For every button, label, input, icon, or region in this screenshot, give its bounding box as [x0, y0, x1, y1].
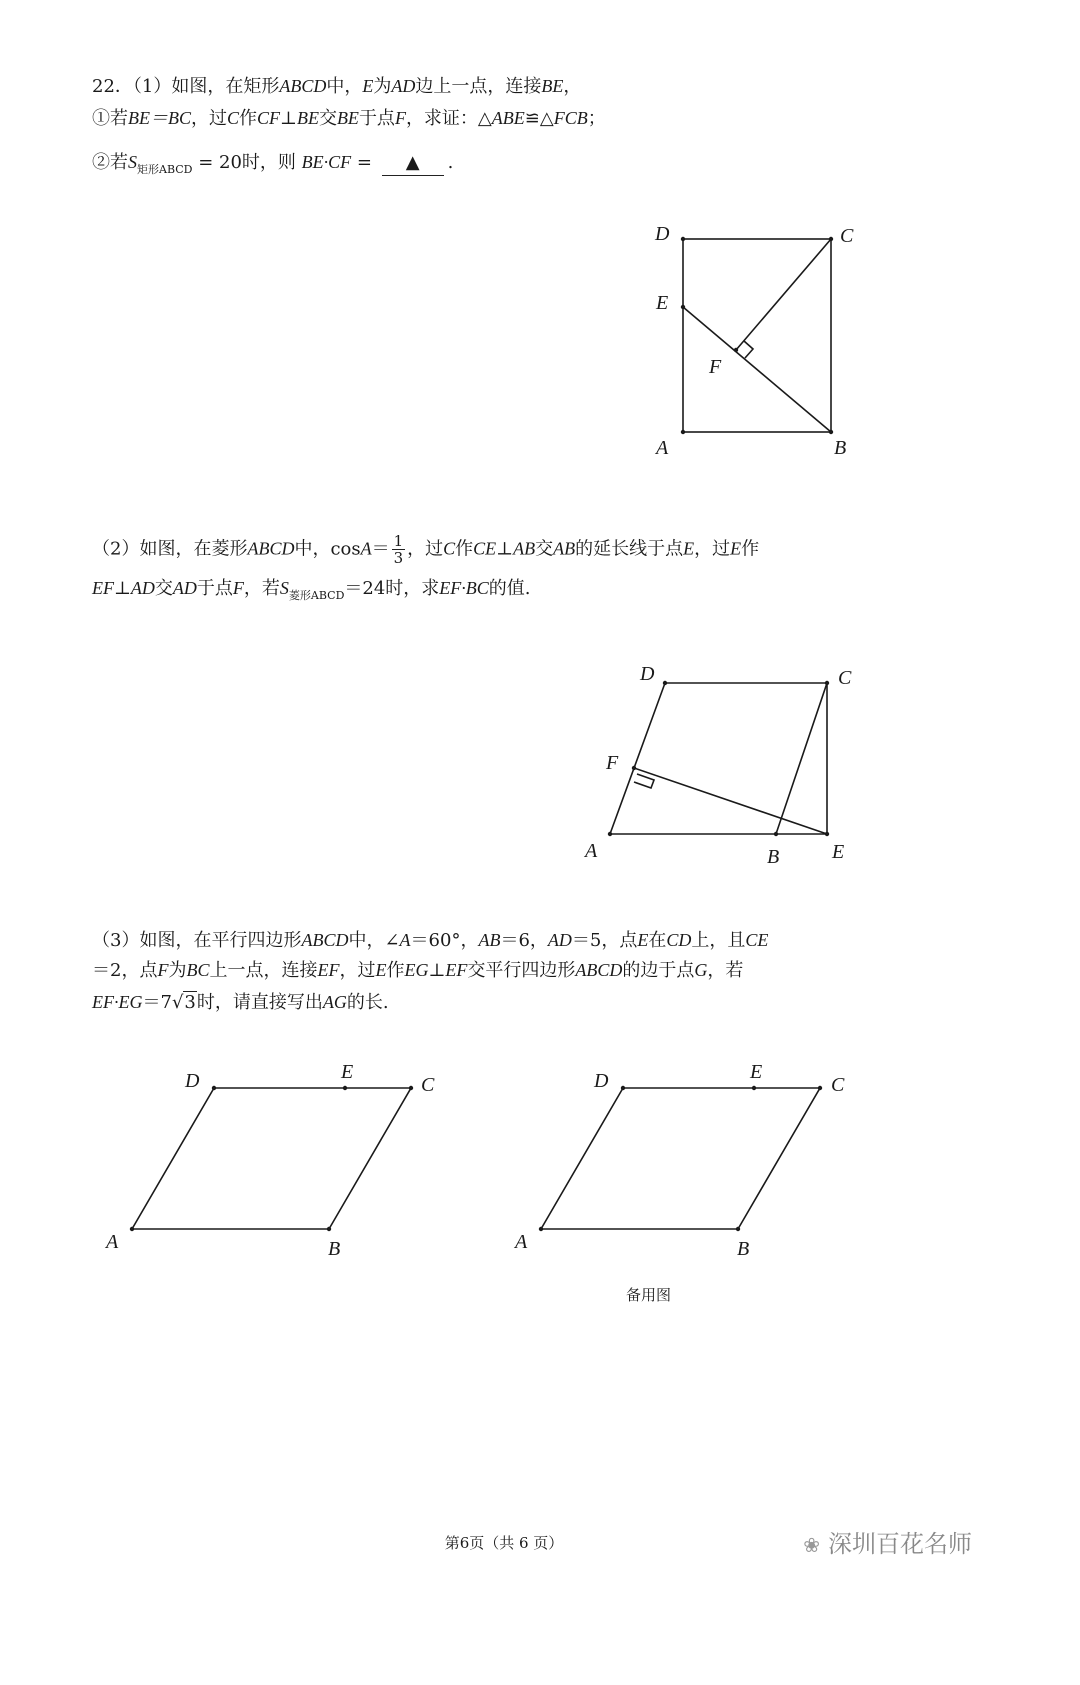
q3-t3: ＝6， [500, 930, 548, 951]
rectangle-abcd [683, 239, 831, 432]
fig1-label-d: D [655, 223, 670, 245]
q2-l2-expr: EF·BC [439, 578, 489, 598]
q3-l2-ef: EF [317, 960, 340, 980]
watermark [803, 1524, 972, 1559]
figure-parallelogram [132, 1088, 411, 1229]
fig4-label-c: C [831, 1074, 845, 1096]
fig3-label-d: D [185, 1070, 200, 1092]
q2-l2-S: S [279, 578, 289, 598]
q1-s1-prefix: ①若 [92, 108, 128, 129]
fraction-denominator: 3 [393, 549, 404, 567]
q2-l2-ad: AD [172, 578, 197, 598]
q3-l2-t6: 交平行四边形 [467, 960, 576, 981]
q2-t2: ＝ [371, 538, 390, 560]
q1-s2-expr: BE·CF [301, 152, 352, 172]
q1-s1-t3: 交 [318, 108, 337, 129]
parallelogram-abcd-spare [541, 1088, 820, 1229]
q3-ad: AD [547, 930, 572, 950]
q2-t1: 中，cos [294, 538, 361, 560]
q3-t5: 在 [648, 930, 667, 951]
watermark-text: 深圳百花名师 [828, 1530, 972, 1558]
q1-s1-tri1: ABE [491, 108, 525, 128]
q1-s1-t5: ，求证：△ [405, 108, 492, 129]
q1-s1-perp: CF⊥BE [257, 108, 319, 128]
q1-t3: 边上一点，连接 [415, 76, 542, 97]
q3-l2-f: F [157, 960, 169, 980]
right-angle-mark-2 [634, 774, 654, 788]
q3-t6: 上，且 [691, 930, 746, 951]
fig4-label-e: E [750, 1061, 763, 1083]
q1-t1: 中， [326, 76, 363, 97]
figure-rectangle [683, 239, 831, 432]
q2-t7: ，过 [694, 538, 731, 560]
fig2-label-e: E [832, 841, 845, 863]
q2-c: C [443, 538, 456, 559]
q1-s1-t4: 于点 [358, 108, 395, 129]
q3-l2-bc: BC [186, 960, 210, 980]
q2-e: E [683, 538, 695, 559]
fig4-label-a: A [515, 1231, 528, 1253]
q1-ad: AD [391, 76, 416, 96]
q2-e2: E [730, 538, 742, 559]
q3-head: （3）如图，在平行四边形 [92, 930, 302, 951]
page-footer: 第6页（共 6 页） [444, 1534, 564, 1552]
q3-l2-t5: 作 [386, 960, 405, 981]
q3-t1: 中，∠ [348, 930, 400, 951]
q3-l2-e: E [375, 960, 387, 980]
q1-s2-S: S [128, 152, 137, 172]
q2-t3: ，过 [407, 538, 444, 560]
spare-figure-caption: 备用图 [626, 1286, 672, 1304]
fig3-label-b: B [328, 1238, 341, 1260]
segment-ef [634, 768, 827, 834]
fig1-label-e: E [656, 292, 669, 314]
q1-s1-c: C [227, 108, 240, 128]
q2-l2-sub: 菱形ABCD [288, 589, 345, 602]
figure-rhombus [610, 683, 827, 834]
fig3-label-e: E [341, 1061, 354, 1083]
q1-s1-end: ； [587, 108, 606, 129]
figure-parallelogram-spare [541, 1088, 820, 1229]
q3-t2: ＝60°， [410, 930, 479, 951]
q2-l2-t3: ，若 [243, 578, 280, 599]
fig3-label-c: C [421, 1074, 435, 1096]
q3-l3-t3: 的长. [346, 992, 389, 1013]
segment-cf [736, 239, 831, 350]
q1-s2-sub: 矩形ABCD [137, 163, 193, 176]
q2-t8: 作 [741, 538, 760, 560]
q1-head: 22．（1）如图，在矩形 [92, 76, 280, 97]
q3-t4: ＝5，点 [571, 930, 638, 951]
q2-head: （2）如图，在菱形 [92, 538, 248, 560]
q2-l2-t1: 交 [154, 578, 173, 599]
q1-s1-cond: BE＝BC [128, 108, 191, 128]
fig4-label-d: D [594, 1070, 609, 1092]
fig2-label-b: B [767, 846, 780, 868]
q3-ab: AB [478, 930, 501, 950]
q3-cd: CD [666, 930, 692, 950]
q1-s1-t1: ，过 [191, 108, 227, 129]
q2-l2-t4: ＝24时，求 [344, 578, 440, 599]
sqrt-sign: √ [171, 992, 184, 1013]
q3-l2-t3: 上一点，连接 [209, 960, 318, 981]
rhombus-abcd [610, 683, 827, 834]
fig1-label-c: C [840, 225, 854, 247]
q1-s2-prefix: ②若 [92, 152, 128, 173]
q3-l3-expr: EF·EG [92, 992, 143, 1012]
q1-s2-eq: = [351, 152, 378, 173]
q3-ce: CE [745, 930, 769, 950]
q2-l2-perp: EF⊥AD [92, 578, 155, 598]
fig1-label-b: B [834, 437, 847, 459]
wechat-icon: ❀ [803, 1533, 820, 1557]
q2-t5: 交 [535, 538, 554, 560]
q1-s2-end: . [447, 152, 454, 173]
fig1-label-a: A [656, 437, 669, 459]
q3-l3-t2: 时，请直接写出 [196, 992, 323, 1013]
q1-s1-t2: 作 [239, 108, 258, 129]
q3-l3-t1: ＝7 [142, 992, 172, 1013]
sqrt-radicand: 3 [184, 992, 196, 1013]
q1-e: E [362, 76, 374, 96]
q1-s1-cong: ≌△ [524, 108, 554, 129]
q2-ab: AB [553, 538, 576, 559]
q2-rh: ABCD [247, 538, 295, 559]
fig3-label-a: A [106, 1231, 119, 1253]
fig4-label-b: B [737, 1238, 750, 1260]
q3-a: A [399, 930, 411, 950]
q1-t2: 为 [373, 76, 392, 97]
q2-t4: 作 [455, 538, 474, 560]
q3-l2-t4: ，过 [339, 960, 376, 981]
q1-s2-val: = 20时，则 [192, 152, 302, 173]
q1-s1-tri2: FCB [553, 108, 588, 128]
fig1-label-f: F [709, 356, 722, 378]
parallelogram-abcd [132, 1088, 411, 1229]
fig2-label-d: D [640, 663, 655, 685]
fig2-label-c: C [838, 667, 852, 689]
q3-l3-ag: AG [322, 992, 347, 1012]
q3-pg: ABCD [301, 930, 349, 950]
q1-s1-be: BE [336, 108, 359, 128]
q1-rect: ABCD [279, 76, 327, 96]
q2-l2-f: F [232, 578, 244, 598]
q3-l2-t2: 为 [168, 960, 187, 981]
q3-l2-g: G [694, 960, 708, 980]
q3-l2-t7: 的边于点 [622, 960, 695, 981]
q1-be: BE [541, 76, 564, 96]
q3-e: E [637, 930, 649, 950]
q1-t4: ， [563, 76, 582, 97]
answer-blank: ▲ [382, 151, 444, 176]
fig2-label-a: A [585, 840, 598, 862]
fraction-numerator: 1 [393, 532, 404, 550]
q2-a: A [360, 538, 372, 559]
q1-s1-f: F [394, 108, 406, 128]
q2-perp: CE⊥AB [473, 538, 536, 559]
q2-l2-t2: 于点 [196, 578, 233, 599]
q2-l2-t5: 的值. [488, 578, 531, 599]
q3-l2-t1: ＝2，点 [92, 960, 158, 981]
q3-l2-pg: ABCD [575, 960, 623, 980]
q3-l2-t8: ，若 [707, 960, 744, 981]
q3-l2-perp: EG⊥EF [404, 960, 468, 980]
q2-t6: 的延长线于点 [575, 538, 684, 560]
right-angle-mark [744, 341, 753, 358]
fig2-label-f: F [606, 752, 619, 774]
